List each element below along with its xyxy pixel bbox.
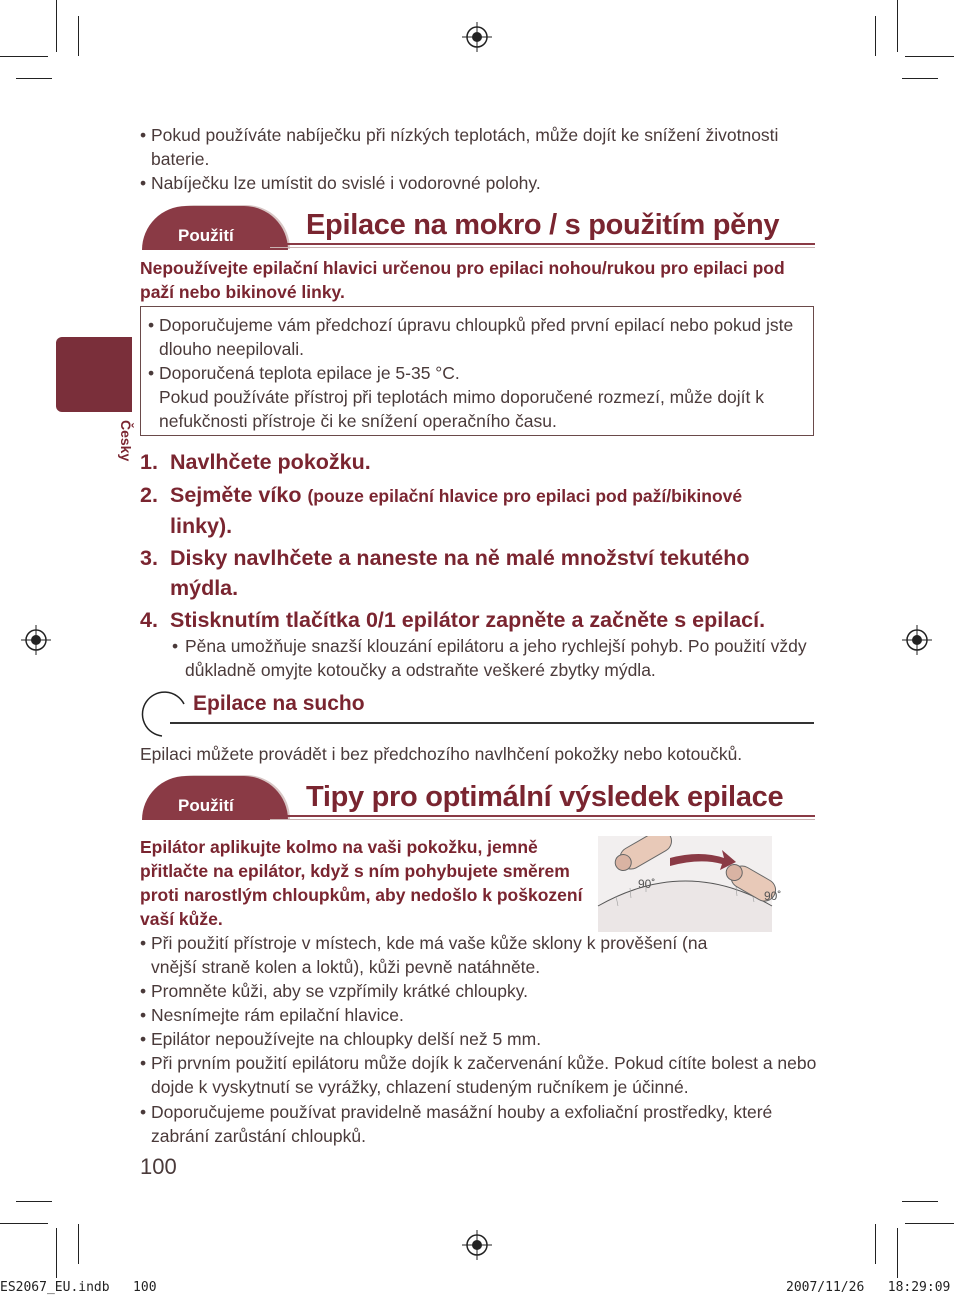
crop-mark [905, 56, 954, 57]
section-rule-thin [270, 247, 815, 248]
section-tab: Použití [142, 206, 288, 250]
step-1: 1. Navlhčete pokožku. [140, 450, 371, 474]
angle-label-left: 90˚ [638, 877, 656, 891]
angle-label-right: 90˚ [764, 889, 782, 903]
step-4-bullet: • Pěna umožňuje snazší klouzání epilátoru a jeho rychlejší pohyb. Po použití vždy důkladně omyjte kotoučky a odstraňte veškeré zbytky mýdla. [172, 636, 807, 680]
crop-mark [897, 0, 898, 52]
tips-bullet-6: • Doporučujeme používat pravidelně masážní houby a exfoliační prostředky, které zabrání zarůstání chloupků. [140, 1102, 773, 1146]
crop-mark [56, 1228, 57, 1278]
dry-text: Epilaci můžete provádět i bez předchozího navlhčení pokožky nebo kotoučků. [140, 744, 743, 764]
crop-mark [0, 56, 48, 57]
registration-mark-icon [21, 625, 51, 655]
crop-mark [897, 1228, 898, 1278]
info-bullet-2: • Doporučená teplota epilace je 5-35 °C. [148, 363, 460, 383]
section-rule [270, 815, 815, 817]
crop-mark [78, 16, 79, 56]
tips-bullet-2: • Promněte kůži, aby se vzpřímily krátké chloupky. [140, 981, 529, 1001]
registration-mark-icon [902, 625, 932, 655]
tips-bullet-1: • Při použití přístroje v místech, kde má vaše kůže sklony k prověšení (na vnější straně kolen a loktů), kůži pevně natáhněte. [140, 933, 708, 977]
top-bullet-1: • Pokud používáte nabíječku při nízkých teplotách, může dojít ke snížení životnosti baterie. [140, 125, 779, 169]
subsection-arc-icon [140, 690, 190, 738]
registration-mark-icon [462, 22, 492, 52]
crop-mark [0, 1223, 48, 1224]
top-bullet-2: • Nabíječku lze umístit do svislé i vodorovné polohy. [140, 173, 541, 193]
section-title: Epilace na mokro / s použitím pěny [306, 209, 780, 241]
info-bullet-1: • Doporučujeme vám předchozí úpravu chloupků před první epilací nebo pokud jste dlouho neepilovali. [148, 315, 794, 359]
crop-mark [16, 78, 52, 79]
footer-date: 2007/11/26 18:29:09 [786, 1280, 951, 1295]
tips-intro: Epilátor aplikujte kolmo na vaši pokožku, jemně přitlačte na epilátor, když s ním pohybujete směrem proti narostlým chloupkům, aby nedošlo k poškození vaší kůže. [140, 837, 583, 929]
section-rule-thin [270, 819, 815, 820]
crop-mark [902, 78, 938, 79]
footer-file: ES2067_EU.indb 100 [0, 1280, 157, 1295]
crop-mark [875, 1224, 876, 1264]
crop-mark [16, 1201, 52, 1202]
info-extra: Pokud používáte přístroj při teplotách mimo doporučené rozmezí, může dojít k nefukčnosti přístroje či ke snížení operačního času. [159, 387, 765, 431]
side-language-label-wrap [108, 420, 138, 476]
section-tab: Použití [142, 776, 288, 820]
crop-mark [905, 1223, 954, 1224]
crop-mark [56, 0, 57, 52]
crop-mark [902, 1201, 938, 1202]
section-title: Tipy pro optimální výsledek epilace [306, 781, 784, 813]
tips-bullet-4: • Epilátor nepoužívejte na chloupky delší než 5 mm. [140, 1029, 542, 1049]
tips-bullet-5: • Při prvním použití epilátoru může dojík k začervenání kůže. Pokud cítíte bolest a nebo dojde k vyskytnutí se vyrážky, chlazení studeným ručníkem je účinné. [140, 1053, 817, 1097]
side-language-label: Česky [118, 420, 134, 462]
crop-mark [875, 16, 876, 56]
epilator-angle-illustration [596, 836, 792, 934]
crop-mark [78, 1224, 79, 1264]
step-3: 3. Disky navlhčete a naneste na ně malé množství tekutého mýdla. [140, 546, 750, 600]
page-number: 100 [140, 1154, 177, 1179]
section-rule [270, 243, 815, 245]
step-4: 4. Stisknutím tlačítka 0/1 epilátor zapněte a začněte s epilací. [140, 608, 766, 632]
warning-text: Nepoužívejte epilační hlavici určenou pro epilaci nohou/rukou pro epilaci pod paží nebo bikinové linky. [140, 258, 785, 302]
side-language-tab [56, 337, 132, 412]
subsection-rule [170, 722, 814, 724]
registration-mark-icon [462, 1230, 492, 1260]
tips-bullet-3: • Nesnímejte rám epilační hlavice. [140, 1005, 404, 1025]
step-2: 2. Sejměte víko (pouze epilační hlavice pro epilaci pod paží/bikinové linky). [140, 483, 743, 538]
subsection-title: Epilace na sucho [193, 692, 365, 715]
